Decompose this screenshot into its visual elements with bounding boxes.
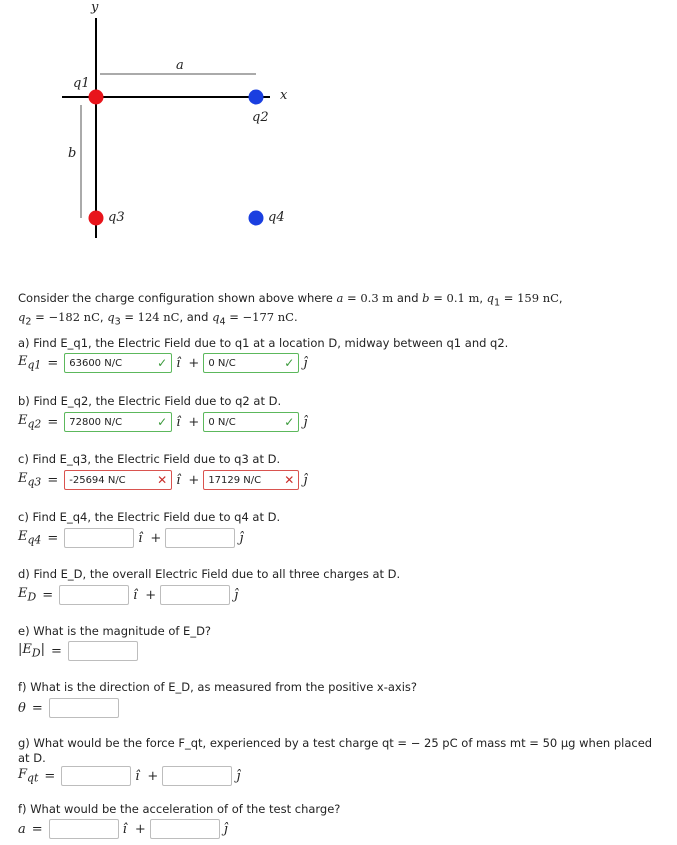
j-hat: ĵ — [236, 768, 241, 784]
eq2-symbol: $E_{q2}$ — [18, 413, 42, 431]
answer-row-acc: a = î + ĵ — [18, 819, 232, 839]
question-c-q4: c) Find E_q4, the Electric Field due to q4 at D. — [18, 510, 281, 524]
acc-symbol: a — [18, 821, 26, 837]
answer-row-eq2: $E_{q2}$ = 72800 N/C ✓ î + 0 N/C ✓ ĵ — [18, 413, 308, 431]
ed-magnitude-symbol: $|E_D|$ — [18, 642, 45, 660]
eq2-j-input[interactable]: 0 N/C ✓ — [203, 412, 299, 432]
j-hat: ĵ — [239, 530, 244, 546]
j-hat: ĵ — [234, 587, 239, 603]
q4-label: q4 — [268, 210, 285, 225]
i-hat: î — [176, 414, 181, 430]
charge-diagram — [0, 0, 677, 250]
eq4-j-input[interactable] — [165, 528, 235, 548]
eq4-symbol: $E_{q4}$ — [18, 529, 42, 547]
answer-row-eq1: $E_{q1}$ = 63600 N/C ✓ î + 0 N/C ✓ ĵ — [18, 354, 308, 372]
fqt-symbol: $F_{qt}$ — [18, 767, 39, 785]
charge-q2 — [249, 90, 264, 105]
eq3-symbol: $E_{q3}$ — [18, 471, 42, 489]
dimension-b-label: b — [68, 146, 77, 161]
question-c-q3: c) Find E_q3, the Electric Field due to q3 at D. — [18, 452, 281, 466]
q1-label: q1 — [73, 76, 90, 91]
dimension-a-label: a — [176, 58, 184, 73]
ed-i-input[interactable] — [59, 585, 129, 605]
acc-j-input[interactable] — [150, 819, 220, 839]
fqt-j-input[interactable] — [162, 766, 232, 786]
answer-row-theta: θ = — [18, 697, 119, 719]
ed-magnitude-input[interactable] — [68, 641, 138, 661]
eq3-j-input[interactable]: 17129 N/C ✕ — [203, 470, 299, 490]
i-hat: î — [176, 472, 181, 488]
i-hat: î — [135, 768, 140, 784]
cross-icon: ✕ — [157, 473, 168, 487]
j-hat: ĵ — [303, 414, 308, 430]
theta-input[interactable] — [49, 698, 119, 718]
problem-statement: Consider the charge configuration shown above where a = 0.3 m and b = 0.1 m, $q_1 = 159$ nC, $q_2 = -182$ nC, $q_3 = 124$ nC, and $q_4 = -177$ nC. — [18, 291, 563, 328]
question-f-direction: f) What is the direction of E_D, as measured from the positive x-axis? — [18, 680, 418, 694]
charge-diagram-svg — [0, 0, 677, 250]
ed-j-input[interactable] — [160, 585, 230, 605]
fqt-i-input[interactable] — [61, 766, 131, 786]
charge-q4 — [249, 211, 264, 226]
question-a: a) Find E_q1, the Electric Field due to q1 at a location D, midway between q1 and q2. — [18, 336, 509, 350]
check-icon: ✓ — [157, 415, 168, 429]
answer-row-fqt: $F_{qt}$ = î + ĵ — [18, 767, 241, 785]
eq4-i-input[interactable] — [64, 528, 134, 548]
question-g: g) What would be the force F_qt, experienced by a test charge qt = − 25 pC of mass mt = 50 μg when placed at D. — [18, 736, 653, 765]
answer-row-ed-mag: $|E_D|$ = — [18, 640, 138, 662]
answer-row-ed: $E_D$ = î + ĵ — [18, 586, 239, 604]
answer-row-eq4: $E_{q4}$ = î + ĵ — [18, 529, 244, 547]
eq2-i-input[interactable]: 72800 N/C ✓ — [64, 412, 172, 432]
check-icon: ✓ — [284, 356, 295, 370]
x-axis-label: x — [280, 88, 288, 103]
eq3-i-input[interactable]: -25694 N/C ✕ — [64, 470, 172, 490]
check-icon: ✓ — [157, 356, 168, 370]
question-d: d) Find E_D, the overall Electric Field due to all three charges at D. — [18, 567, 401, 581]
eq1-i-input[interactable]: 63600 N/C ✓ — [64, 353, 172, 373]
eq1-symbol: $E_{q1}$ — [18, 354, 42, 372]
j-hat: ĵ — [223, 821, 228, 837]
theta-symbol: θ — [18, 700, 26, 716]
charge-q1 — [89, 90, 104, 105]
question-b: b) Find E_q2, the Electric Field due to q2 at D. — [18, 394, 282, 408]
q3-label: q3 — [108, 210, 125, 225]
answer-row-eq3: $E_{q3}$ = -25694 N/C ✕ î + 17129 N/C ✕ ĵ — [18, 471, 308, 489]
j-hat: ĵ — [303, 472, 308, 488]
i-hat: î — [138, 530, 143, 546]
i-hat: î — [122, 821, 127, 837]
question-f-acceleration: f) What would be the acceleration of of the test charge? — [18, 802, 341, 816]
eq1-j-input[interactable]: 0 N/C ✓ — [203, 353, 299, 373]
question-e: e) What is the magnitude of E_D? — [18, 624, 212, 638]
acc-i-input[interactable] — [49, 819, 119, 839]
i-hat: î — [133, 587, 138, 603]
q2-label: q2 — [252, 110, 269, 125]
charge-q3 — [89, 211, 104, 226]
cross-icon: ✕ — [284, 473, 295, 487]
j-hat: ĵ — [303, 355, 308, 371]
ed-symbol: $E_D$ — [18, 586, 37, 604]
i-hat: î — [176, 355, 181, 371]
check-icon: ✓ — [284, 415, 295, 429]
y-axis-label: y — [91, 0, 99, 15]
